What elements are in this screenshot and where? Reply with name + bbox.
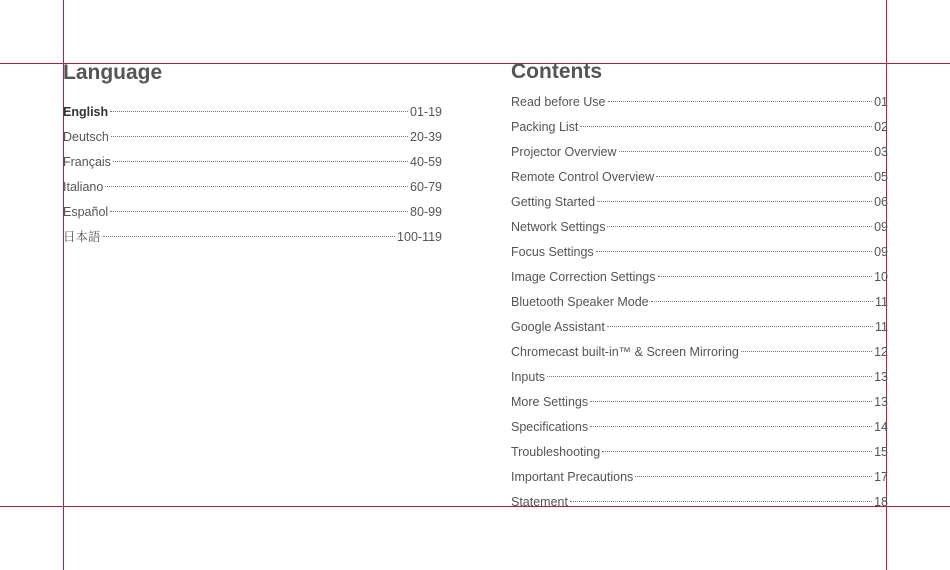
toc-label: Google Assistant [511, 320, 605, 334]
leader-dots [651, 301, 873, 302]
toc-page: 05 [874, 170, 888, 184]
toc-item-more-settings[interactable] [511, 390, 888, 415]
toc-page: 12 [874, 345, 888, 359]
toc-item-projector-overview[interactable] [511, 140, 888, 165]
leader-dots [110, 211, 408, 212]
toc-label: Remote Control Overview [511, 170, 655, 184]
toc-item-specifications[interactable] [511, 415, 888, 440]
toc-item-image-correction-settings[interactable] [511, 265, 888, 290]
toc-label: Read before Use [511, 95, 606, 109]
language-label: Español [63, 205, 109, 219]
toc-label: Statement [511, 495, 568, 509]
leader-dots [110, 111, 408, 112]
toc-item-google-assistant[interactable] [511, 315, 888, 340]
language-label: Italiano [63, 180, 104, 194]
language-label: Deutsch [63, 130, 109, 144]
toc-page: 02 [874, 120, 888, 134]
toc-label: Network Settings [511, 220, 606, 234]
toc-page: 03 [874, 145, 888, 159]
language-item-espanol[interactable] [63, 200, 442, 225]
toc-item-remote-control-overview[interactable] [511, 165, 888, 190]
leader-dots [596, 251, 872, 252]
leader-dots [607, 226, 872, 227]
toc-page: 06 [874, 195, 888, 209]
toc-label: More Settings [511, 395, 589, 409]
toc-label: Inputs [511, 370, 546, 384]
leader-dots [656, 176, 872, 177]
toc-label: Getting Started [511, 195, 596, 209]
leader-dots [111, 136, 408, 137]
toc-label: Packing List [511, 120, 579, 134]
language-item-english[interactable] [63, 100, 442, 125]
leader-dots [590, 401, 872, 402]
language-label: English [63, 105, 109, 119]
toc-item-packing-list[interactable] [511, 115, 888, 140]
toc-label: Projector Overview [511, 145, 617, 159]
language-pages: 01-19 [410, 105, 442, 119]
toc-page: 01 [874, 95, 888, 109]
leader-dots [590, 426, 872, 427]
contents-heading: Contents [511, 60, 602, 83]
toc-item-network-settings[interactable] [511, 215, 888, 240]
leader-dots [597, 201, 872, 202]
toc-label: Chromecast built-in™ & Screen Mirroring [511, 345, 739, 359]
toc-label: Specifications [511, 420, 589, 434]
leader-dots [570, 501, 872, 502]
language-pages: 80-99 [410, 205, 442, 219]
toc-item-focus-settings[interactable] [511, 240, 888, 265]
language-item-italiano[interactable] [63, 175, 442, 200]
language-section [63, 60, 442, 250]
toc-page: 09 [874, 245, 888, 259]
toc-label: Focus Settings [511, 245, 594, 259]
toc-item-read-before-use[interactable] [511, 90, 888, 115]
language-label: Français [63, 155, 111, 169]
toc-page: 17 [874, 470, 888, 484]
contents-section [511, 59, 888, 515]
language-item-japanese[interactable] [63, 225, 442, 250]
toc-page: 15 [874, 445, 888, 459]
toc-item-troubleshooting[interactable] [511, 440, 888, 465]
contents-list [511, 90, 888, 515]
toc-label: Image Correction Settings [511, 270, 656, 284]
toc-page: 13 [874, 370, 888, 384]
toc-page: 09 [874, 220, 888, 234]
language-pages: 40-59 [410, 155, 442, 169]
toc-page: 14 [874, 420, 888, 434]
toc-item-chromecast-screen-mirroring[interactable] [511, 340, 888, 365]
toc-item-inputs[interactable] [511, 365, 888, 390]
toc-page: 11 [875, 295, 888, 309]
language-pages: 60-79 [410, 180, 442, 194]
toc-item-statement[interactable] [511, 490, 888, 515]
language-pages: 20-39 [410, 130, 442, 144]
leader-dots [580, 126, 872, 127]
toc-item-important-precautions[interactable] [511, 465, 888, 490]
language-item-deutsch[interactable] [63, 125, 442, 150]
leader-dots [547, 376, 872, 377]
toc-item-bluetooth-speaker-mode[interactable] [511, 290, 888, 315]
leader-dots [103, 236, 396, 237]
toc-page: 11 [875, 320, 888, 334]
leader-dots [635, 476, 872, 477]
leader-dots [741, 351, 872, 352]
toc-label: Troubleshooting [511, 445, 601, 459]
toc-item-getting-started[interactable] [511, 190, 888, 215]
leader-dots [113, 161, 408, 162]
leader-dots [105, 186, 408, 187]
toc-label: Important Precautions [511, 470, 634, 484]
leader-dots [608, 101, 873, 102]
leader-dots [658, 276, 873, 277]
leader-dots [607, 326, 873, 327]
toc-page: 13 [874, 395, 888, 409]
language-heading: Language [63, 61, 163, 84]
language-list [63, 100, 442, 250]
language-label: 日本語 [63, 230, 101, 244]
toc-page: 10 [874, 270, 888, 284]
leader-dots [619, 151, 873, 152]
toc-page: 18 [874, 495, 888, 509]
toc-label: Bluetooth Speaker Mode [511, 295, 649, 309]
language-item-francais[interactable] [63, 150, 442, 175]
language-pages: 100-119 [397, 230, 442, 244]
leader-dots [602, 451, 872, 452]
